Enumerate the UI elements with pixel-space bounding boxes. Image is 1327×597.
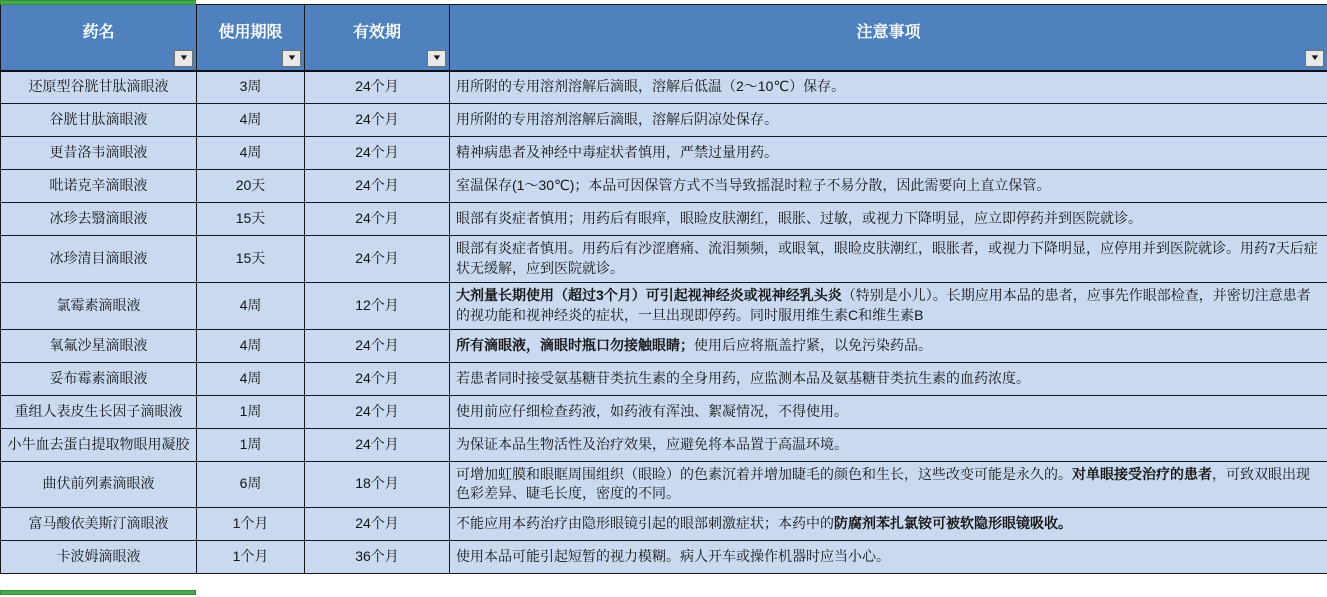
precautions-cell bbox=[450, 104, 1327, 137]
precautions-cell bbox=[450, 282, 1327, 329]
validity-cell: 24个月 bbox=[305, 362, 450, 395]
precaution-text: ，可致双眼出现色彩差异、睫毛长度，密度的不同。 bbox=[456, 465, 1310, 502]
drug-name-cell: 还原型谷胱甘肽滴眼液 bbox=[1, 71, 197, 104]
precaution-text: 使用前应仔细检查药液，如药液有浑浊、絮凝情况，不得使用。 bbox=[456, 402, 848, 419]
precaution-text: 为保证本品生物活性及治疗效果，应避免将本品置于高温环境。 bbox=[456, 435, 848, 452]
drug-name-cell: 冰珍去翳滴眼液 bbox=[1, 203, 197, 236]
table-row bbox=[1, 170, 1327, 203]
usage-period-cell: 20天 bbox=[197, 170, 305, 203]
precautions-cell bbox=[450, 203, 1327, 236]
precaution-text-bold: 大剂量长期使用（超过3个月）可引起视神经炎或视神经乳头炎 bbox=[456, 286, 842, 303]
table-row bbox=[1, 203, 1327, 236]
header-drug-name-label: 药名 bbox=[82, 23, 115, 41]
validity-cell: 24个月 bbox=[305, 71, 450, 104]
drug-name-cell: 曲伏前列素滴眼液 bbox=[1, 461, 197, 508]
usage-period-cell: 4周 bbox=[197, 104, 305, 137]
usage-period-cell: 4周 bbox=[197, 137, 305, 170]
validity-cell: 36个月 bbox=[305, 541, 450, 574]
selection-indicator-bottom bbox=[0, 590, 196, 595]
validity-cell: 24个月 bbox=[305, 170, 450, 203]
filter-dropdown-precautions[interactable] bbox=[1305, 50, 1324, 67]
usage-period-cell: 4周 bbox=[197, 282, 305, 329]
drug-name-cell: 卡波姆滴眼液 bbox=[1, 541, 197, 574]
table-row bbox=[1, 329, 1327, 362]
validity-cell: 24个月 bbox=[305, 104, 450, 137]
precautions-cell bbox=[450, 461, 1327, 508]
selection-indicator-top bbox=[0, 0, 196, 5]
precaution-text: 可增加虹膜和眼眶周围组织（眼睑）的色素沉着并增加睫毛的颜色和生长，这些改变可能是永久的。 bbox=[456, 465, 1072, 482]
precautions-cell bbox=[450, 71, 1327, 104]
precaution-text: 使用后应将瓶盖拧紧，以免污染药品。 bbox=[694, 336, 932, 353]
usage-period-cell: 15天 bbox=[197, 236, 305, 283]
table-row bbox=[1, 395, 1327, 428]
precautions-cell bbox=[450, 170, 1327, 203]
validity-cell: 24个月 bbox=[305, 395, 450, 428]
usage-period-cell: 15天 bbox=[197, 203, 305, 236]
table-row bbox=[1, 236, 1327, 283]
header-usage-period bbox=[197, 5, 305, 71]
header-row bbox=[1, 5, 1327, 71]
precautions-cell bbox=[450, 508, 1327, 541]
drug-table-body bbox=[1, 71, 1327, 574]
usage-period-cell: 1周 bbox=[197, 428, 305, 461]
table-row bbox=[1, 104, 1327, 137]
precaution-text: 不能应用本药治疗由隐形眼镜引起的眼部刺激症状；本药中的 bbox=[456, 515, 834, 532]
header-validity bbox=[305, 5, 450, 71]
chevron-down-icon: ▼ bbox=[430, 53, 443, 62]
precaution-text: 若患者同时接受氨基糖苷类抗生素的全身用药，应监测本品及氨基糖苷类抗生素的血药浓度。 bbox=[456, 369, 1030, 386]
validity-cell: 24个月 bbox=[305, 137, 450, 170]
precaution-text: 使用本品可能引起短暂的视力模糊。病人开车或操作机器时应当小心。 bbox=[456, 548, 890, 565]
header-precautions bbox=[450, 5, 1327, 71]
validity-cell: 24个月 bbox=[305, 428, 450, 461]
usage-period-cell: 3周 bbox=[197, 71, 305, 104]
table-row bbox=[1, 461, 1327, 508]
precautions-cell bbox=[450, 362, 1327, 395]
validity-cell: 24个月 bbox=[305, 203, 450, 236]
drug-name-cell: 冰珍清目滴眼液 bbox=[1, 236, 197, 283]
chevron-down-icon: ▼ bbox=[285, 53, 298, 62]
precaution-text: （特别是小儿）。长期应用本品的患者，应事先作眼部检查，并密切注意患者的视功能和视神经炎的症状，一旦出现即停药。同时服用维生素C和维生素B bbox=[456, 286, 1311, 323]
validity-cell: 24个月 bbox=[305, 236, 450, 283]
drug-name-cell: 富马酸依美斯汀滴眼液 bbox=[1, 508, 197, 541]
precautions-cell bbox=[450, 329, 1327, 362]
precautions-cell bbox=[450, 137, 1327, 170]
drug-name-cell: 妥布霉素滴眼液 bbox=[1, 362, 197, 395]
table-row bbox=[1, 137, 1327, 170]
precaution-text: 用所附的专用溶剂溶解后滴眼，溶解后阴凉处保存。 bbox=[456, 111, 778, 128]
precaution-text: 室温保存(1～30℃)；本品可因保管方式不当导致摇混时粒子不易分散，因此需要向上直立保管。 bbox=[456, 177, 1051, 194]
drug-name-cell: 小牛血去蛋白提取物眼用凝胶 bbox=[1, 428, 197, 461]
drug-name-cell: 重组人表皮生长因子滴眼液 bbox=[1, 395, 197, 428]
table-row bbox=[1, 508, 1327, 541]
usage-period-cell: 1个月 bbox=[197, 508, 305, 541]
filter-dropdown-usage-period[interactable] bbox=[282, 50, 301, 67]
table-row bbox=[1, 282, 1327, 329]
drug-name-cell: 谷胱甘肽滴眼液 bbox=[1, 104, 197, 137]
drug-name-cell: 氯霉素滴眼液 bbox=[1, 282, 197, 329]
precaution-text: 眼部有炎症者慎用。用药后有沙涩磨痛、流泪频频，或眼氧，眼睑皮肤潮红，眼胀者，或视力下降明显，应停用并到医院就诊。用药7天后症状无缓解，应到医院就诊。 bbox=[456, 240, 1318, 276]
usage-period-cell: 1个月 bbox=[197, 541, 305, 574]
precautions-cell bbox=[450, 395, 1327, 428]
filter-dropdown-validity[interactable] bbox=[427, 50, 446, 67]
usage-period-cell: 6周 bbox=[197, 461, 305, 508]
header-validity-label: 有效期 bbox=[352, 23, 401, 41]
validity-cell: 18个月 bbox=[305, 461, 450, 508]
chevron-down-icon: ▼ bbox=[1308, 53, 1321, 62]
chevron-down-icon: ▼ bbox=[177, 53, 190, 62]
table-row bbox=[1, 428, 1327, 461]
drug-name-cell: 更昔洛韦滴眼液 bbox=[1, 137, 197, 170]
table-row bbox=[1, 362, 1327, 395]
header-precautions-label: 注意事项 bbox=[856, 23, 921, 41]
precaution-text: 用所附的专用溶剂溶解后滴眼，溶解后低温（2～10℃）保存。 bbox=[456, 78, 846, 95]
header-drug-name bbox=[1, 5, 197, 71]
table-row bbox=[1, 71, 1327, 104]
precaution-text: 眼部有炎症者慎用；用药后有眼痒，眼睑皮肤潮红，眼胀、过敏，或视力下降明显，应立即停药并到医院就诊。 bbox=[456, 210, 1142, 227]
drug-name-cell: 氧氟沙星滴眼液 bbox=[1, 329, 197, 362]
precaution-text-bold: 对单眼接受治疗的患者 bbox=[1072, 465, 1212, 482]
validity-cell: 12个月 bbox=[305, 282, 450, 329]
precaution-text-bold: 防腐剂苯扎氯铵可被软隐形眼镜吸收。 bbox=[834, 515, 1072, 532]
precautions-cell bbox=[450, 541, 1327, 574]
filter-dropdown-drug-name[interactable] bbox=[174, 50, 193, 67]
usage-period-cell: 4周 bbox=[197, 362, 305, 395]
precautions-cell bbox=[450, 428, 1327, 461]
precaution-text-bold: 所有滴眼液，滴眼时瓶口勿接触眼睛； bbox=[456, 336, 694, 353]
validity-cell: 24个月 bbox=[305, 508, 450, 541]
drug-info-table bbox=[0, 4, 1327, 574]
header-usage-period-label: 使用期限 bbox=[218, 23, 283, 41]
precaution-text: 精神病患者及神经中毒症状者慎用，严禁过量用药。 bbox=[456, 144, 778, 161]
validity-cell: 24个月 bbox=[305, 329, 450, 362]
usage-period-cell: 4周 bbox=[197, 329, 305, 362]
precautions-cell bbox=[450, 236, 1327, 283]
drug-name-cell: 吡诺克辛滴眼液 bbox=[1, 170, 197, 203]
usage-period-cell: 1周 bbox=[197, 395, 305, 428]
table-row bbox=[1, 541, 1327, 574]
